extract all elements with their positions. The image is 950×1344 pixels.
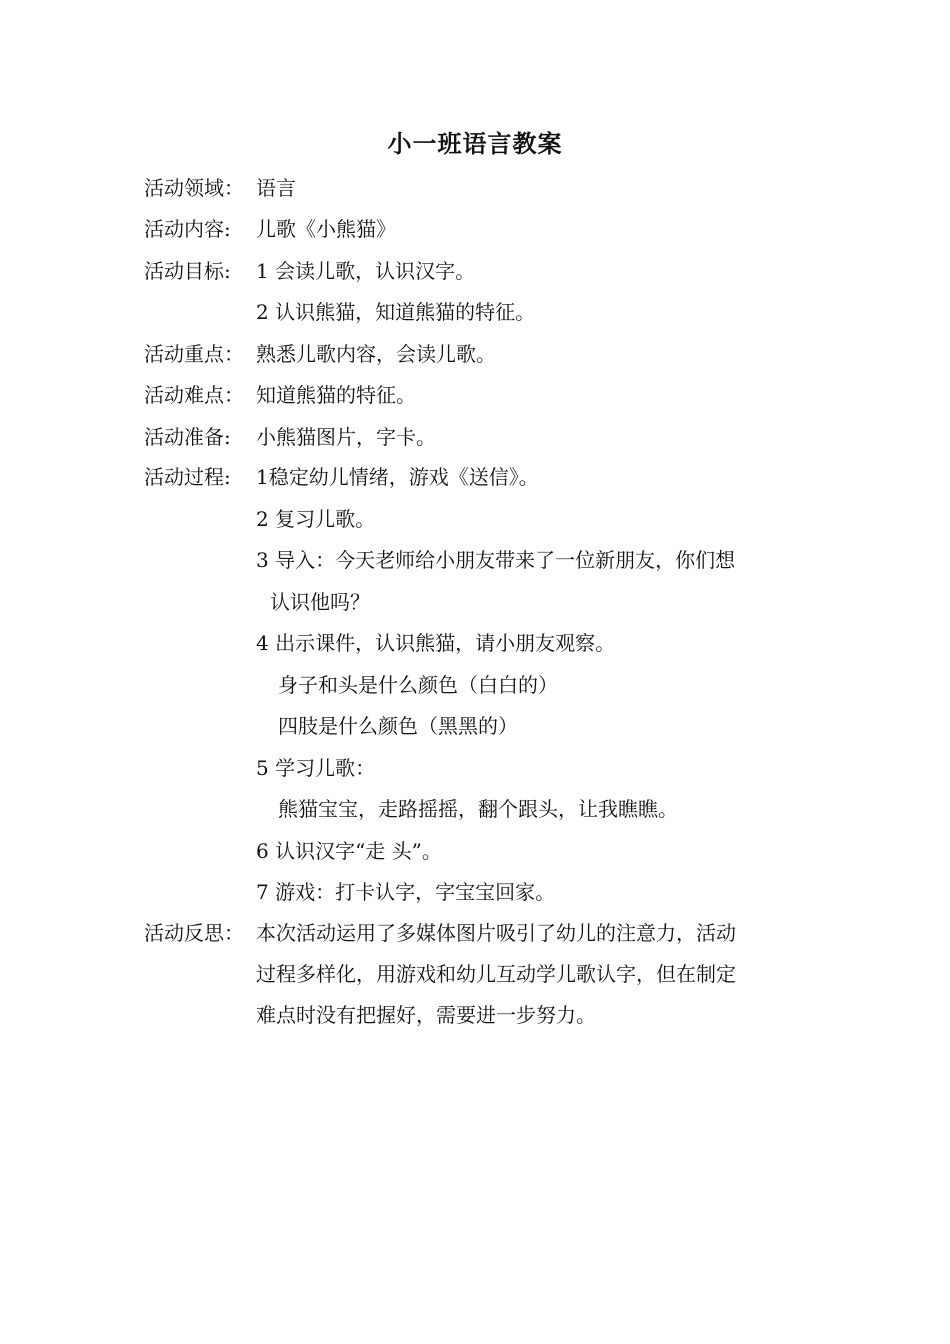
process-sub-step: 熊猫宝宝，走路摇摇，翻个跟头，让我瞧瞧。 bbox=[278, 797, 678, 821]
reflection-label: 活动反思： bbox=[144, 921, 244, 945]
goal-item: 1 会读儿歌，认识汉字。 bbox=[256, 259, 476, 283]
domain-label: 活动领域： bbox=[144, 176, 244, 200]
process-label: 活动过程: bbox=[144, 465, 231, 489]
process-step-continuation: 认识他吗？ bbox=[270, 590, 370, 614]
process-sub-step: 四肢是什么颜色（黑黑的） bbox=[278, 714, 518, 738]
preparation-label: 活动准备: bbox=[144, 425, 231, 449]
content-value: 儿歌《小熊猫》 bbox=[256, 217, 396, 241]
reflection-line: 难点时没有把握好，需要进一步努力。 bbox=[256, 1003, 596, 1027]
process-step: 3 导入：今天老师给小朋友带来了一位新朋友，你们想 bbox=[256, 548, 736, 572]
process-step: 4 出示课件，认识熊猫，请小朋友观察。 bbox=[256, 631, 616, 655]
process-step: 7 游戏：打卡认字，字宝宝回家。 bbox=[256, 880, 556, 904]
process-step: 6 认识汉字“走 头”。 bbox=[256, 839, 442, 863]
difficulties-value: 知道熊猫的特征。 bbox=[256, 383, 416, 407]
process-step: 1稳定幼儿情绪，游戏《送信》。 bbox=[256, 465, 539, 489]
document-title: 小一班语言教案 bbox=[387, 129, 563, 158]
process-sub-step: 身子和头是什么颜色（白白的） bbox=[278, 673, 558, 697]
difficulties-label: 活动难点： bbox=[144, 383, 244, 407]
content-label: 活动内容: bbox=[144, 217, 231, 241]
goals-label: 活动目标: bbox=[144, 259, 231, 283]
goal-item: 2 认识熊猫，知道熊猫的特征。 bbox=[256, 300, 536, 324]
process-step: 5 学习儿歌： bbox=[256, 756, 376, 780]
preparation-value: 小熊猫图片，字卡。 bbox=[256, 425, 436, 449]
key-points-value: 熟悉儿歌内容，会读儿歌。 bbox=[256, 342, 496, 366]
domain-value: 语言 bbox=[256, 176, 296, 200]
reflection-line: 过程多样化，用游戏和幼儿互动学儿歌认字，但在制定 bbox=[256, 962, 736, 986]
key-points-label: 活动重点： bbox=[144, 342, 244, 366]
reflection-line: 本次活动运用了多媒体图片吸引了幼儿的注意力，活动 bbox=[256, 921, 736, 945]
process-step: 2 复习儿歌。 bbox=[256, 507, 376, 531]
